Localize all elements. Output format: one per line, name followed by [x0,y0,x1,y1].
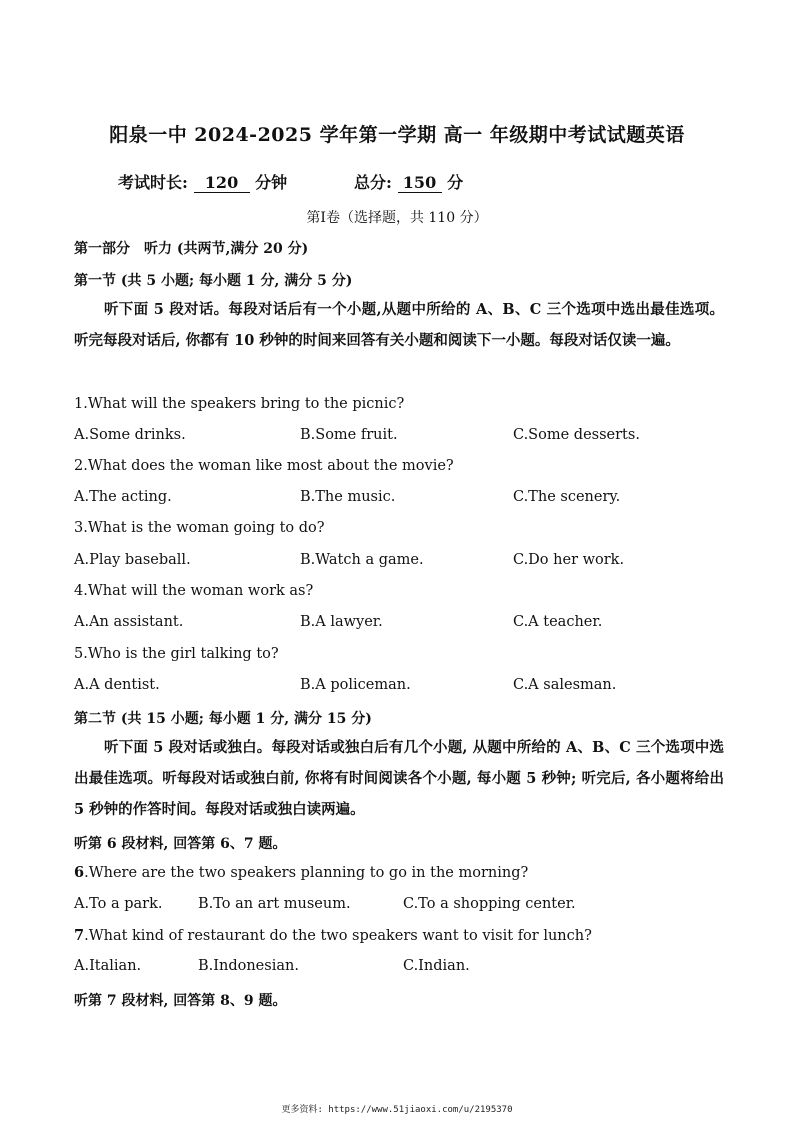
question-7-number: 7 [74,927,85,944]
material-7-heading: 听第 7 段材料, 回答第 8、9 题。 [74,993,287,1009]
question-6-number: 6 [74,864,85,881]
question-5: 5.Who is the girl talking to? [74,646,279,662]
duration-unit: 分钟 [255,173,288,192]
q1-option-a: A.Some drinks. [74,427,186,443]
duration-value: 120 [194,173,250,193]
q2-option-b: B.The music. [300,489,396,505]
part1-heading: 第一部分 听力 (共两节,满分 20 分) [74,241,309,257]
duration-label: 考试时长: [118,173,188,192]
q6-option-a: A.To a park. [74,896,163,912]
question-7 [74,927,592,944]
question-3: 3.What is the woman going to do? [74,520,325,536]
q7-option-c: C.Indian. [403,958,470,974]
exam-duration [118,170,287,193]
question-6 [74,864,528,881]
footer-source-link[interactable]: 更多资料: https://www.51jiaoxi.com/u/2195370 [281,1105,513,1115]
q1-option-b: B.Some fruit. [300,427,398,443]
q6-option-c: C.To a shopping center. [403,896,576,912]
question-6-stem: .Where are the two speakers planning to go in the morning? [84,865,529,881]
score-value: 150 [398,173,442,193]
q6-option-b: B.To an art museum. [198,896,351,912]
section1-heading: 第一节 (共 5 小题; 每小题 1 分, 满分 5 分) [74,273,353,289]
q5-option-c: C.A salesman. [513,677,617,693]
q2-option-c: C.The scenery. [513,489,621,505]
question-4: 4.What will the woman work as? [74,583,314,599]
material-6-heading: 听第 6 段材料, 回答第 6、7 题。 [74,836,287,852]
q3-option-c: C.Do her work. [513,552,625,568]
exam-total-score [354,170,463,193]
q4-option-b: B.A lawyer. [300,614,383,630]
section1-instructions: 听下面 5 段对话。每段对话后有一个小题,从题中所给的 A、B、C 三个选项中选出最佳选项。听完每段对话后, 你都有 10 秒钟的时间来回答有关小题和阅读下一小题。每段对话仅读一遍。 [74,301,724,349]
q1-option-c: C.Some desserts. [513,427,640,443]
exam-title: 阳泉一中 2024-2025 学年第一学期 高一 年级期中考试试题英语 [109,124,685,146]
question-2: 2.What does the woman like most about the movie? [74,458,454,474]
q3-option-b: B.Watch a game. [300,552,424,568]
q5-option-b: B.A policeman. [300,677,411,693]
q4-option-c: C.A teacher. [513,614,603,630]
q4-option-a: A.An assistant. [74,614,184,630]
volume-subtitle: 第Ⅰ卷（选择题，共 110 分） [306,210,488,226]
q2-option-a: A.The acting. [74,489,172,505]
section2-heading: 第二节 (共 15 小题; 每小题 1 分, 满分 15 分) [74,711,372,727]
score-label: 总分: [354,173,392,192]
q5-option-a: A.A dentist. [74,677,160,693]
q3-option-a: A.Play baseball. [74,552,191,568]
q7-option-b: B.Indonesian. [198,958,299,974]
score-unit: 分 [447,173,464,192]
q7-option-a: A.Italian. [74,958,142,974]
question-1: 1.What will the speakers bring to the picnic? [74,396,405,412]
section2-instructions: 听下面 5 段对话或独白。每段对话或独白后有几个小题, 从题中所给的 A、B、C 三个选项中选出最佳选项。听每段对话或独白前, 你将有时间阅读各个小题, 每小题 5 秒钟; 听完后, 各小题将给出 5 秒钟的作答时间。每段对话或独白读两遍。 [74,739,724,818]
question-7-stem: .What kind of restaurant do the two speakers want to visit for lunch? [84,928,592,944]
